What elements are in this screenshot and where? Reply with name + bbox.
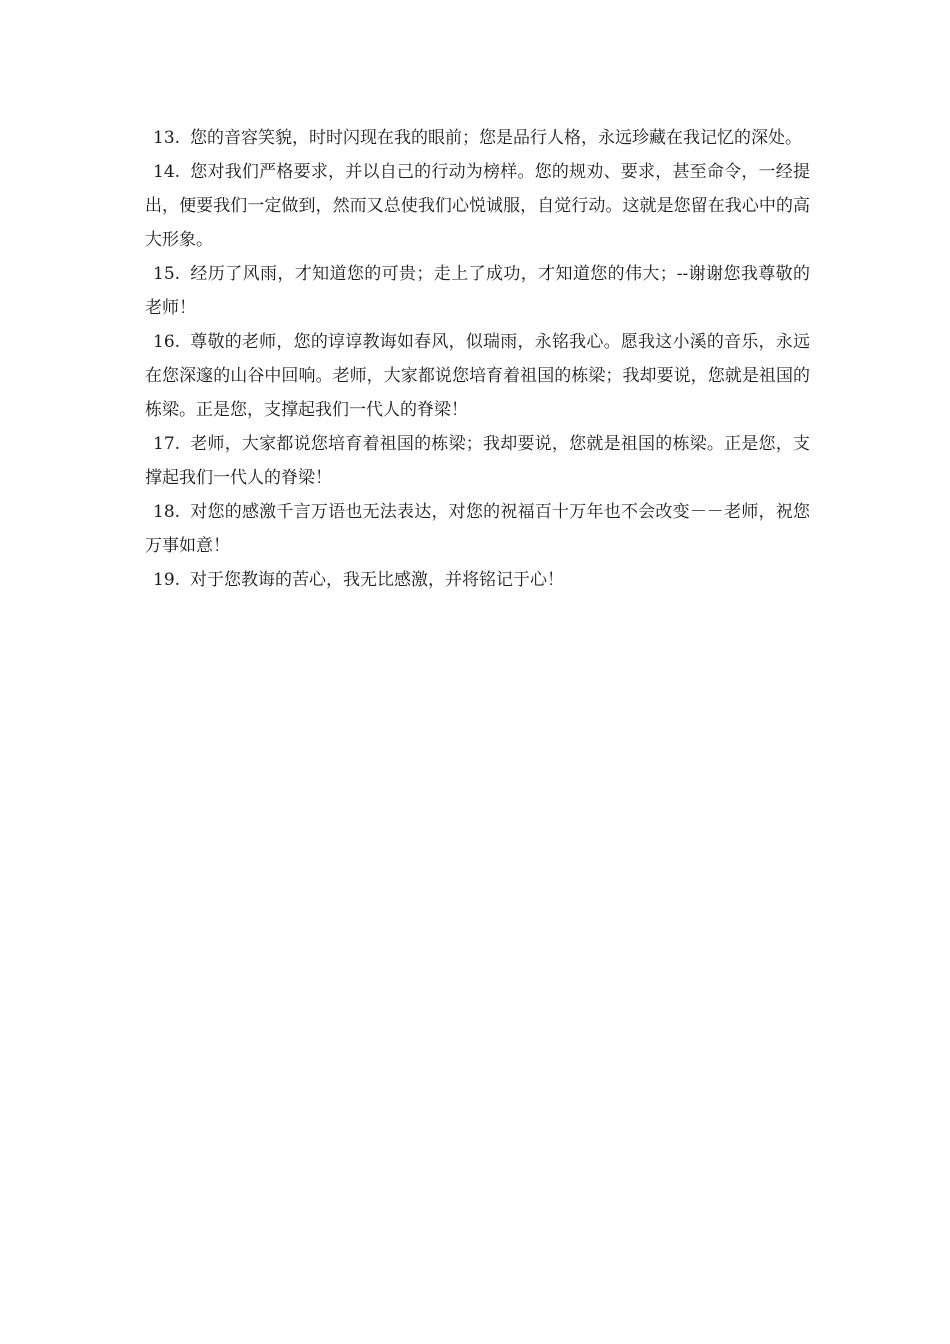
item-number: 16. [153, 332, 181, 352]
list-item [145, 563, 810, 597]
item-number: 19. [153, 570, 181, 590]
item-text: 您对我们严格要求，并以自己的行动为榜样。您的规劝、要求，甚至命令，一经提出，便要我们一定做到，然而又总使我们心悦诚服，自觉行动。这就是您留在我心中的高大形象。 [145, 162, 810, 250]
item-number: 15. [153, 264, 181, 284]
list-item [145, 495, 810, 563]
list-item [145, 257, 810, 325]
item-text: 老师，大家都说您培育着祖国的栋梁；我却要说，您就是祖国的栋梁。正是您，支撑起我们一代人的脊梁！ [145, 434, 810, 488]
item-text: 对于您教诲的苦心，我无比感激，并将铭记于心！ [190, 570, 565, 590]
item-text: 您的音容笑貌，时时闪现在我的眼前；您是品行人格，永远珍藏在我记忆的深处。 [190, 128, 803, 148]
item-text: 尊敬的老师，您的谆谆教诲如春风，似瑞雨，永铭我心。愿我这小溪的音乐，永远在您深邃的山谷中回响。老师，大家都说您培育着祖国的栋梁；我却要说，您就是祖国的栋梁。正是您，支撑起我们一代人的脊梁！ [145, 332, 810, 420]
list-item [145, 325, 810, 427]
item-text: 经历了风雨，才知道您的可贵；走上了成功，才知道您的伟大；--谢谢您我尊敬的老师！ [145, 264, 810, 318]
item-text: 对您的感激千言万语也无法表达，对您的祝福百十万年也不会改变－－老师，祝您万事如意！ [145, 502, 810, 556]
list-item [145, 155, 810, 257]
item-number: 14. [153, 162, 181, 182]
list-item [145, 427, 810, 495]
item-number: 18. [153, 502, 181, 522]
list-item [145, 121, 810, 155]
item-number: 13. [153, 128, 181, 148]
item-number: 17. [153, 434, 181, 454]
document-body [145, 121, 810, 597]
